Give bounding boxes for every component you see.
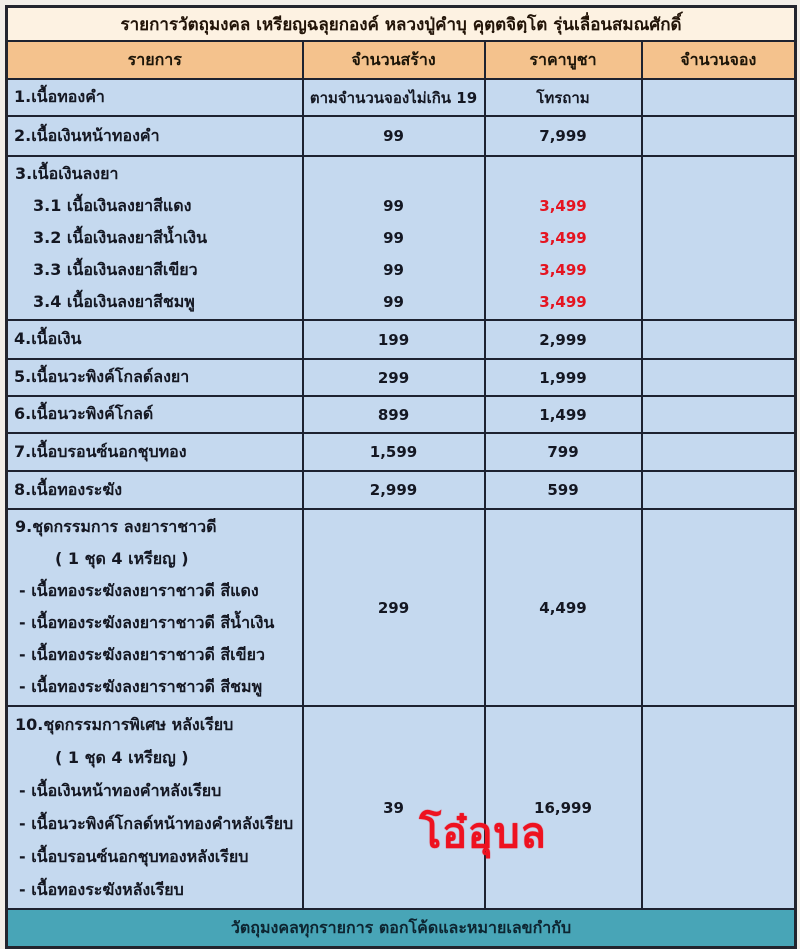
section-title: 3.เนื้อเงินลงยา: [15, 163, 119, 183]
price-value: 3,499: [539, 261, 587, 279]
price-value: 599: [485, 471, 642, 509]
made-count-group: [303, 156, 485, 320]
section-title: 10.ชุดกรรมการพิเศษ หลังเรียบ: [15, 714, 234, 734]
price-value: 4,499: [485, 509, 642, 706]
reserved-cell: [642, 79, 796, 116]
made-count: 99: [383, 261, 404, 279]
made-count: 199: [303, 320, 485, 359]
reserved-cell: [642, 706, 796, 909]
table-title-row: [7, 7, 796, 42]
price-group: [485, 156, 642, 320]
made-count: 99: [383, 197, 404, 215]
price-value: 3,499: [539, 229, 587, 247]
column-header-reserved: จำนวนจอง: [642, 41, 796, 79]
made-count: 2,999: [303, 471, 485, 509]
item-name: 7.เนื้อบรอนซ์นอกชุบทอง: [7, 433, 303, 471]
section-title: 9.ชุดกรรมการ ลงยาราชาวดี: [15, 517, 217, 536]
column-header-made: จำนวนสร้าง: [303, 41, 485, 79]
item-name: 8.เนื้อทองระฆัง: [7, 471, 303, 509]
item-name: 5.เนื้อนวะพิงค์โกลด์ลงยา: [7, 359, 303, 396]
reserved-cell: [642, 509, 796, 706]
table-row: [7, 359, 796, 396]
item-name: 1.เนื้อทองคำ: [7, 79, 303, 116]
table-row: [7, 396, 796, 433]
reserved-cell: [642, 396, 796, 433]
footer-note: วัตถุมงคลทุกรายการ ตอกโค้ดและหมายเลขกำกับ: [7, 909, 796, 948]
sub-item: - เนื้อทองระฆังหลังเรียบ: [19, 879, 184, 899]
made-count: 899: [303, 396, 485, 433]
table-row: [7, 320, 796, 359]
price-value: 16,999: [485, 706, 642, 909]
section-note: ( 1 ชุด 4 เหรียญ ): [55, 747, 189, 767]
price-value: 7,999: [485, 116, 642, 156]
table-row-section: [7, 156, 796, 320]
amulet-price-table: [5, 5, 797, 949]
seller-watermark: โอ๋อุบล: [419, 809, 547, 857]
price-list-sheet: [5, 5, 794, 949]
table-row-section: [7, 509, 796, 706]
sub-item: 3.3 เนื้อเงินลงยาสีเขียว: [33, 259, 198, 279]
reserved-cell: [642, 433, 796, 471]
table-row-section: [7, 706, 796, 909]
made-count: 99: [383, 293, 404, 311]
sub-item: - เนื้อเงินหน้าทองคำหลังเรียบ: [19, 780, 222, 800]
table-header-row: [7, 41, 796, 79]
sub-item: - เนื้อนวะพิงค์โกลด์หน้าทองคำหลังเรียบ: [19, 813, 294, 833]
table-row: [7, 79, 796, 116]
item-name: 6.เนื้อนวะพิงค์โกลด์: [7, 396, 303, 433]
item-name: 4.เนื้อเงิน: [7, 320, 303, 359]
page-title: รายการวัตถุมงคล เหรียญฉลุยกองค์ หลวงปู่คำบุ คุตฺตจิตฺโต รุ่นเลื่อนสมณศักดิ์: [7, 7, 796, 42]
price-value: [487, 158, 640, 190]
section-note: ( 1 ชุด 4 เหรียญ ): [55, 549, 189, 568]
sub-item: - เนื้อทองระฆังลงยาราชาวดี สีเขียว: [19, 645, 265, 664]
price-value: 799: [485, 433, 642, 471]
made-count: 99: [303, 116, 485, 156]
reserved-cell: [642, 320, 796, 359]
sub-item: - เนื้อบรอนซ์นอกชุบทองหลังเรียบ: [19, 846, 249, 866]
made-count: [305, 158, 483, 190]
made-count: 39: [303, 706, 485, 909]
reserved-cell: [642, 471, 796, 509]
sub-item: - เนื้อทองระฆังลงยาราชาวดี สีน้ำเงิน: [19, 613, 275, 632]
sub-item: 3.4 เนื้อเงินลงยาสีชมพู: [33, 291, 195, 311]
made-count: 1,599: [303, 433, 485, 471]
reserved-cell: [642, 156, 796, 320]
item-name-group: [7, 706, 303, 909]
price-value: 3,499: [539, 197, 587, 215]
sub-item: - เนื้อทองระฆังลงยาราชาวดี สีแดง: [19, 581, 259, 600]
reserved-cell: [642, 116, 796, 156]
sub-item: - เนื้อทองระฆังลงยาราชาวดี สีชมพู: [19, 677, 263, 696]
reserved-cell: [642, 359, 796, 396]
price-value: 1,999: [485, 359, 642, 396]
item-name-group: [7, 509, 303, 706]
item-name: 2.เนื้อเงินหน้าทองคำ: [7, 116, 303, 156]
made-count: 299: [303, 509, 485, 706]
column-header-item: รายการ: [7, 41, 303, 79]
made-count: 299: [303, 359, 485, 396]
table-footer-row: [7, 909, 796, 948]
made-count: ตามจำนวนจองไม่เกิน 19: [303, 79, 485, 116]
table-row: [7, 471, 796, 509]
column-header-price: ราคาบูชา: [485, 41, 642, 79]
table-row: [7, 116, 796, 156]
item-name-group: [7, 156, 303, 320]
made-count: 99: [383, 229, 404, 247]
table-row: [7, 433, 796, 471]
price-value: 3,499: [539, 293, 587, 311]
sub-item: 3.1 เนื้อเงินลงยาสีแดง: [33, 195, 192, 215]
price-value: 2,999: [485, 320, 642, 359]
price-value: 1,499: [485, 396, 642, 433]
price-value: โทรถาม: [485, 79, 642, 116]
sub-item: 3.2 เนื้อเงินลงยาสีน้ำเงิน: [33, 227, 208, 247]
